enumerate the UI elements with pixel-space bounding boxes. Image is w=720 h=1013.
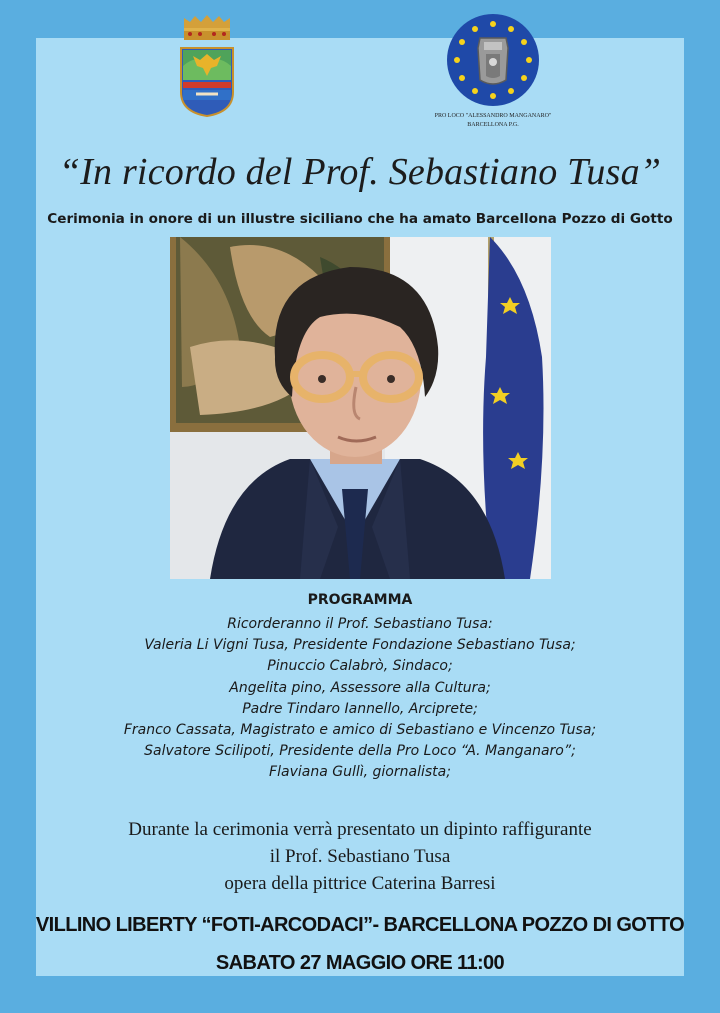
description-line: Durante la cerimonia verrà presentato un dipinto raffigurante [128, 819, 592, 840]
pro-loco-eu-stars-emblem-icon [444, 12, 542, 108]
list-item: Franco Cassata, Magistrato e amico di Sebastiano e Vincenzo Tusa; [123, 722, 597, 739]
speaker-list [0, 614, 720, 784]
city-coat-of-arms-icon [178, 14, 236, 118]
list-item: Salvatore Scilipoti, Presidente della Pro Loco “A. Manganaro”; [144, 743, 576, 760]
list-item: Padre Tindaro Iannello, Arciprete; [242, 700, 478, 717]
portrait-photo [170, 237, 551, 579]
list-item: Ricorderanno il Prof. Sebastiano Tusa: [227, 616, 493, 632]
description-line: il Prof. Sebastiano Tusa [269, 846, 451, 867]
pro-loco-caption [405, 112, 581, 130]
event-venue: VILLINO LIBERTY “FOTI-ARCODACI”- BARCELLONA POZZO DI GOTTO [35, 914, 685, 936]
programma-heading: PROGRAMMA [307, 592, 413, 608]
painting-description [0, 816, 720, 897]
list-item: Flaviana Gullì, giornalista; [269, 764, 451, 781]
pro-loco-name: PRO LOCO "ALESSANDRO MANGANARO" [434, 113, 552, 119]
event-title: “In ricordo del Prof. Sebastiano Tusa” [58, 151, 662, 193]
event-subtitle: Cerimonia in onore di un illustre siciliano che ha amato Barcellona Pozzo di Gotto [47, 211, 673, 227]
description-line: opera della pittrice Caterina Barresi [224, 873, 496, 894]
pro-loco-city: BARCELLONA P.G. [467, 122, 519, 128]
list-item: Angelita pino, Assessore alla Cultura; [229, 679, 491, 696]
list-item: Valeria Li Vigni Tusa, Presidente Fondazione Sebastiano Tusa; [144, 637, 576, 654]
list-item: Pinuccio Calabrò, Sindaco; [267, 658, 453, 675]
event-date: SABATO 27 MAGGIO ORE 11:00 [215, 952, 505, 974]
